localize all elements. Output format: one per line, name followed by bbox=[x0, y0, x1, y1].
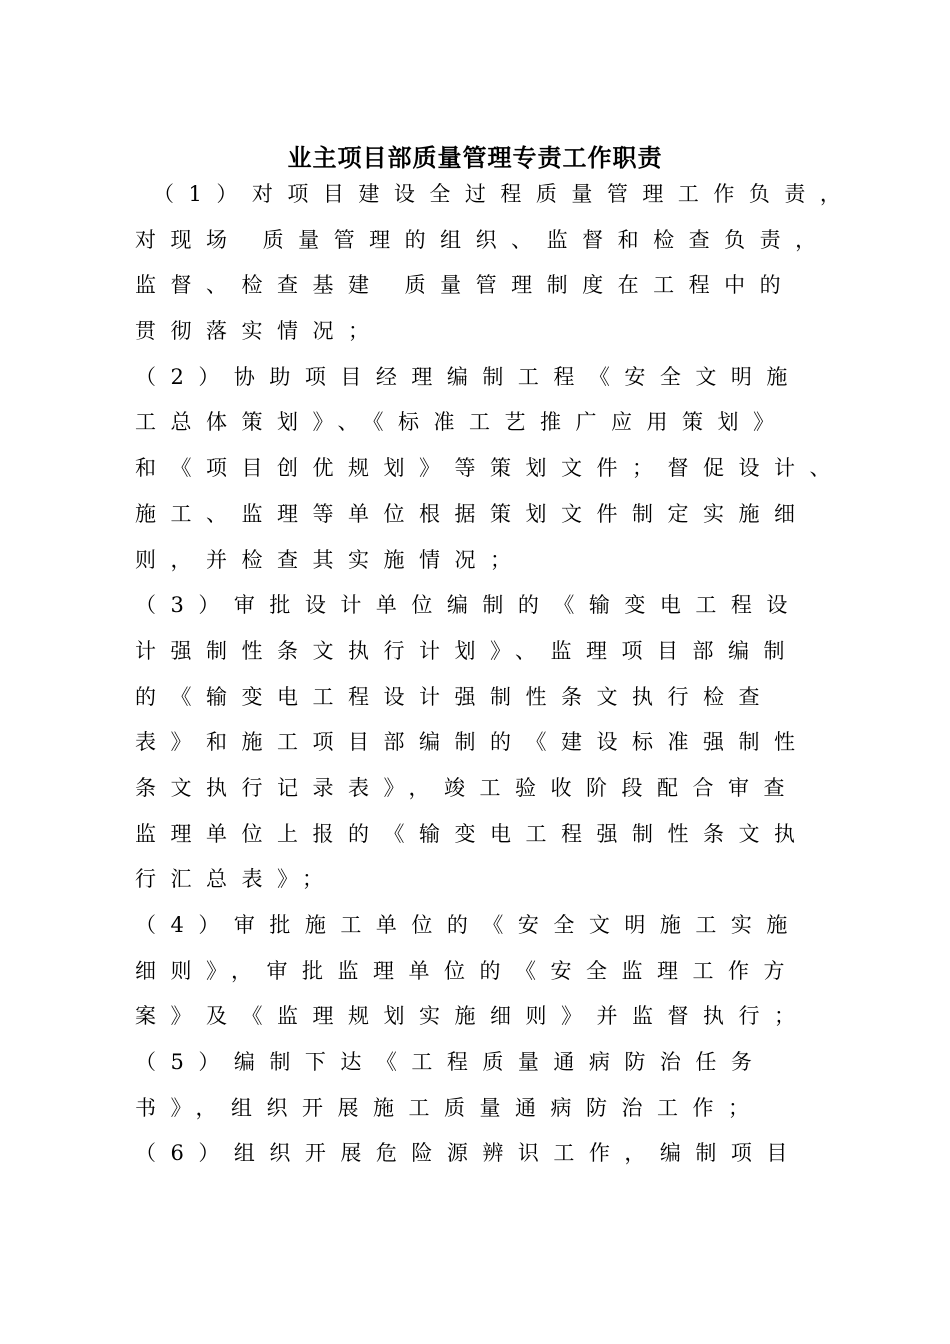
text-line: 则，并检查其实施情况； bbox=[135, 547, 526, 572]
text-line: （1）对项目建设全过程质量管理工作负责， bbox=[153, 182, 856, 206]
text-line: 施工、监理等单位根据策划文件制定实施细 bbox=[135, 501, 810, 526]
document-body bbox=[135, 172, 856, 1177]
text-line: 细则》，审批监理单位的《安全监理工作方 bbox=[135, 958, 799, 983]
text-line: 表》和施工项目部编制的《建设标准强制性 bbox=[135, 730, 810, 755]
text-line: （3）审批设计单位编制的《输变电工程设 bbox=[135, 593, 802, 618]
text-line: 监督、检查基建 质量管理制度在工程中的 bbox=[135, 273, 796, 298]
document-title: 业主项目部质量管理专责工作职责 bbox=[287, 143, 663, 172]
text-line: 贯彻落实情况； bbox=[135, 319, 384, 344]
text-line: 计强制性条文执行计划》、监理项目部编制 bbox=[135, 638, 799, 663]
text-line: 的《输变电工程设计强制性条文执行检查 bbox=[135, 684, 774, 709]
text-line: （2）协助项目经理编制工程《安全文明施 bbox=[135, 364, 802, 389]
text-line: 工总体策划》、《标准工艺推广应用策划》 bbox=[135, 410, 789, 435]
text-line: 和《项目创优规划》等策划文件；督促设计、 bbox=[135, 456, 845, 481]
text-line: 对现场 质量管理的组织、监督和检查负责， bbox=[135, 227, 831, 252]
text-line: （6）组织开展危险源辨识工作，编制项目 bbox=[135, 1141, 802, 1166]
text-line: 行汇总表》； bbox=[135, 867, 338, 892]
text-line: 案》及《监理规划实施细则》并监督执行； bbox=[135, 1004, 810, 1029]
text-line: （4）审批施工单位的《安全文明施工实施 bbox=[135, 913, 802, 937]
text-line: 书》，组织开展施工质量通病防治工作； bbox=[135, 1095, 764, 1120]
text-line: （5）编制下达《工程质量通病防治任务 bbox=[135, 1050, 767, 1075]
text-line: 条文执行记录表》，竣工验收阶段配合审查 bbox=[135, 775, 799, 800]
text-line: 监理单位上报的《输变电工程强制性条文执 bbox=[135, 821, 810, 846]
